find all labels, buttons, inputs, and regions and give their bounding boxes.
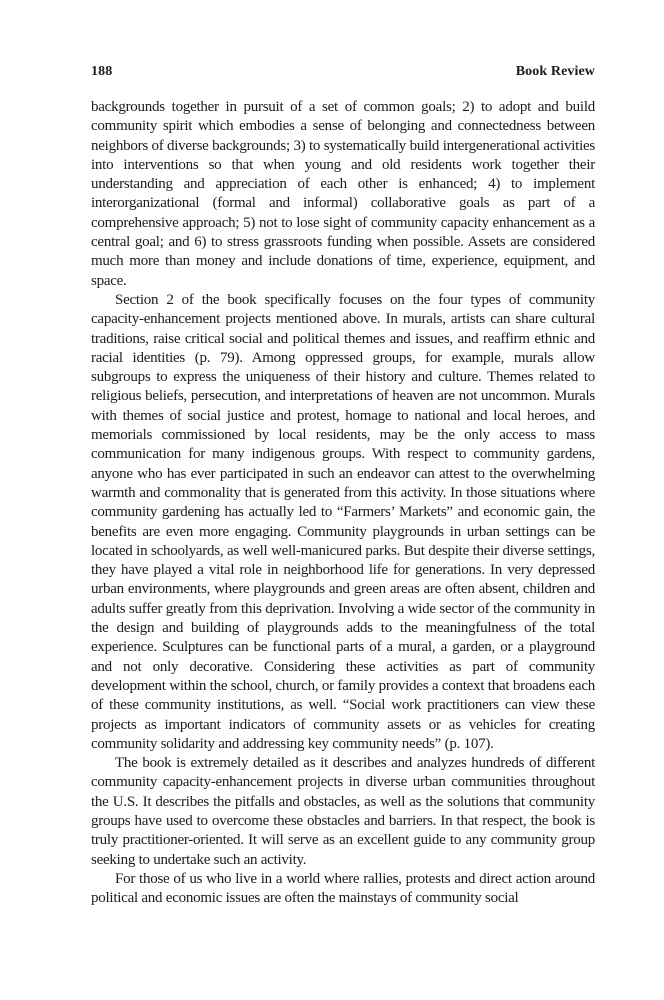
text-block: [91, 62, 595, 908]
paragraph: The book is extremely detailed as it describes and analyzes hundreds of different community capacity-enhancement projects in diverse urban communities throughout the U.S. It describes the pitfalls and obstacles, as well as the solutions that community groups have used to overcome these obstacles and barriers. In that respect, the book is truly practitioner-oriented. It will serve as an excellent guide to any community group seeking to undertake such an activity.: [91, 755, 595, 868]
body-text: [91, 98, 595, 908]
paragraph: backgrounds together in pursuit of a set of common goals; 2) to adopt and build community spirit which embodies a sense of belonging and connectedness between neighbors of diverse backgrounds; 3) to systematically build intergenerational activities into interventions so that when young and old residents work together their understanding and appreciation of each other is enhanced; 4) to implement interorganizational (formal and informal) collaborative goals as part of a comprehensive approach; 5) not to lose sight of community capacity enhancement as a central goal; and 6) to stress grassroots funding when possible. Assets are considered much more than money and include donations of time, experience, equipment, and space.: [91, 99, 595, 289]
page-number: 188: [91, 64, 113, 79]
paragraph: For those of us who live in a world where rallies, protests and direct action around political and economic issues are often the mainstays of community social: [91, 870, 595, 907]
page-header: [91, 62, 595, 81]
running-title: Book Review: [515, 64, 595, 79]
paragraph: Section 2 of the book specifically focuses on the four types of community capacity-enhancement projects mentioned above. In murals, artists can share cultural traditions, raise critical social and political themes and issues, and reaffirm ethnic and racial identities (p. 79). Among oppressed groups, for example, murals allow subgroups to express the uniqueness of their history and culture. Themes related to religious beliefs, persecution, and interpretations of heaven are not uncommon. Murals with themes of social justice and protest, homage to national and local heroes, and memorials commissioned by local residents, may be the only access to mass communication for many indigenous groups. With respect to community gardens, anyone who has ever participated in such an endeavor can attest to the overwhelming warmth and commonality that is generated from this activity. In those situations where community gardening has actually led to “Farmers’ Markets” and economic gain, the benefits are even more engaging. Community playgrounds in urban settings can be located in schoolyards, as well well-manicured parks. But despite their diverse settings, they have played a vital role in neighborhood life for generations. In very depressed urban environments, where playgrounds and green areas are often absent, children and adults suffer greatly from this deprivation. Involving a wide sector of the community in the design and building of playgrounds adds to the meaningfulness of the total experience. Sculptures can be functional parts of a mural, a garden, or a playground and not only decorative. Considering these activities as part of community development within the school, church, or family provides a context that broadens each of these community institutions, as well. “Social work practitioners can view these projects as important indicators of community assets or as vehicles for creating community solidarity and addressing key community needs” (p. 107).: [91, 291, 595, 752]
